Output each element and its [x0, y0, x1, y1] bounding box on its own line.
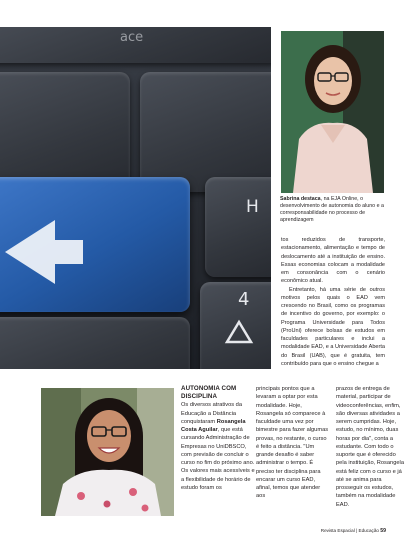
triangle-icon — [224, 319, 254, 345]
box-text — [181, 401, 256, 492]
box-column-3 — [336, 385, 406, 509]
article-top-text — [281, 236, 385, 368]
box-text-rest: , que está cursando Administração de Empresas no UniDBSCO, com previsão de concluir o curso no fim do próximo ano. Os valores mais acessíveis e a flexibilidade de horário de estudo foram os — [181, 427, 255, 491]
keyboard-key — [140, 72, 271, 192]
keyboard-key — [0, 317, 190, 369]
keyboard-key — [0, 72, 130, 192]
keyboard-key — [205, 177, 271, 277]
page-number: 59 — [380, 528, 386, 534]
page-footer — [290, 528, 386, 534]
spacebar-label: ace — [120, 30, 144, 45]
key-4-label: 4 — [238, 289, 250, 310]
box-column-2 — [256, 385, 330, 501]
box-intro: Os diversos atrativos da Educação a Distância conquistaram — [181, 402, 243, 425]
portrait-photo-sabrina — [281, 31, 384, 193]
box-column-1 — [181, 385, 256, 492]
caption-text: , na EJA Online, o desenvolvimento de autonomia do aluno e a corresponsabilidade no processo de aprendizagem — [280, 196, 384, 223]
keyboard-photo — [0, 27, 271, 369]
box-text: prazos de entrega de material, participar de videoconferências, enfim, são diversas atividades a serem cumpridas. Hoje, estudo, no mínimo, duas horas por dia", conta a estudante. Com todo o suporte que é oferecido pela instituição, Rosangela está feliz com o curso e já até se anima para prosseguir os estudos, também na modalidade EAD. — [336, 386, 404, 508]
portrait-photo-rosangela — [41, 388, 174, 516]
blue-key — [0, 177, 190, 312]
article-paragraph: Entretanto, há uma série de outros motivos pelos quais o EAD vem crescendo no Brasil, como os programas de incentivo do governo, por exemplo: o Programa Universidade para Todos (ProUni) oferece bolsas de estudos em faculdades particulares e inclui a modalidade EAD, e a Universidade Aberta do Brasil (UAB), que é gratuita, tem contribuído para que o ensino chegue a — [281, 286, 385, 367]
article-paragraph: tos reduzidos de transporte, estacionamento, alimentação e tempo de deslocamento até a instituição de ensino. Essas economias colocam a modalidade em consonância com o cenário econômico atual. — [281, 237, 385, 285]
arrow-icon — [0, 212, 85, 292]
box-text: principais pontos que a levaram a optar por esta modalidade. Hoje, Rosangela só comparece à faculdade uma vez por bimestre para fazer algumas provas, no restante, o curso é feito a distância. "Um grande desafio é saber administrar o tempo. É preciso ter disciplina para encarar um curso EAD, afinal, temos que atender aos — [256, 386, 329, 500]
photo-caption — [280, 196, 386, 224]
magazine-name: Revista Espacial | Educação — [320, 528, 379, 533]
key-h-label: H — [246, 197, 259, 217]
caption-bold: Sabrina destaca — [280, 196, 321, 202]
student-name: Rosangela Costa Aguilar — [181, 418, 246, 434]
box-title: AUTONOMIA COM DISCIPLINA — [181, 385, 237, 401]
